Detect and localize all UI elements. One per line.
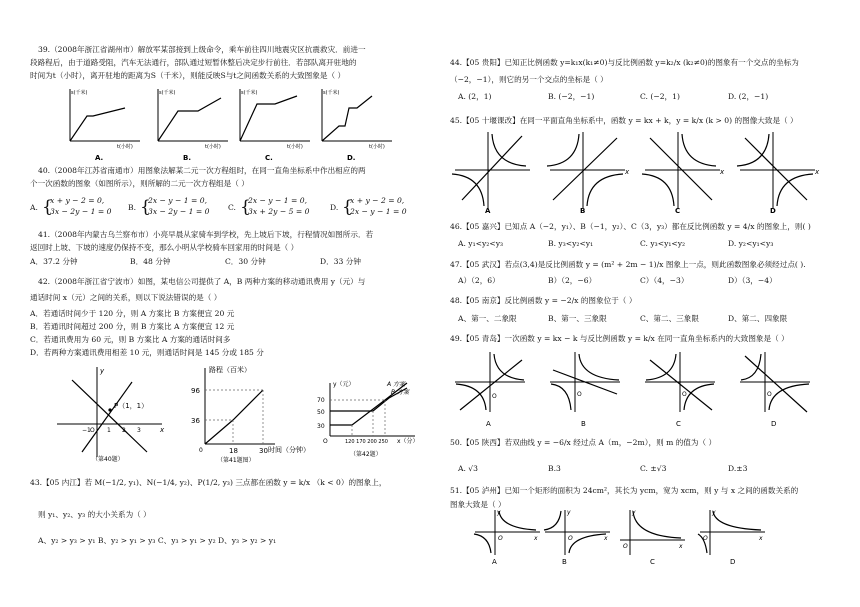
q45-opt-d: D <box>770 207 776 215</box>
q40-opt-c-eq2: 3x + 2y − 5 = 0 <box>248 207 310 216</box>
q39-opt-d: D. <box>347 154 356 162</box>
q49-c-o: O <box>682 391 687 398</box>
q50-opt-c: C. ±√3 <box>640 464 667 473</box>
q40-opt-b-label: B. <box>128 203 136 212</box>
fig41-y96: 96 <box>191 387 200 395</box>
q51-b-x: x <box>604 535 608 542</box>
q39-b-ylab: s(千米) <box>159 90 176 96</box>
q51-b-o: O <box>568 535 573 542</box>
q41-line2: 返回时上坡、下坡的速度仍保持不变，那么小明从学校骑车回家用的时间是（ ） <box>30 243 299 252</box>
q39-c-ylab: s(千米) <box>241 90 258 96</box>
q51-b-y: y <box>567 509 571 516</box>
fig40-t3: 3 <box>137 427 141 434</box>
q43-line2: 则 y₁、y₂、y₃ 的大小关系为（ ） <box>38 510 151 519</box>
q49-opt-d: D <box>771 420 777 428</box>
q51-c-x: x <box>679 543 683 550</box>
q39-graph-d <box>322 89 392 162</box>
q45-opt-c: C <box>675 207 681 215</box>
q39-graph-a <box>70 89 140 162</box>
q47-line: 47.【05 武汉】若点(3,4)是反比例函数 y = (m² + 2m − 1)/x 图象上一点，则此函数图象必须经过点( ). <box>450 260 806 269</box>
fig40 <box>52 362 172 462</box>
q51-a-y: y <box>497 509 501 516</box>
q45-b-x: x <box>625 168 630 176</box>
fig41-x18: 18 <box>229 447 238 455</box>
fig42-b: B 方案 <box>391 389 410 396</box>
q46-opt-c: C. y₃<y₁<y₂ <box>640 239 686 248</box>
q39-line1: 39.（2008年浙江省湖州市）解放军某部接到上级命令，乘车前往四川地震灾区抗震救灾．前进一 <box>38 45 366 54</box>
fig40-o: O <box>90 427 95 434</box>
q39-line3: 时间为t（小时），离开驻地的距离为S（千米），则能反映S与t之间函数关系的大致图象是（ ） <box>30 71 346 80</box>
q45-graph-c <box>642 132 725 215</box>
q46-opt-a: A. y₁<y₂<y₃ <box>458 239 504 248</box>
q42-opt-a: A．若通话时间少于 120 分，则 A 方案比 B 方案便宜 20 元 <box>30 309 235 318</box>
q39-opt-c: C. <box>265 154 273 162</box>
fig40-m1: −1 <box>82 427 91 434</box>
q51-graph-b <box>544 509 610 566</box>
q47-opt-b: B）（2，−6） <box>548 276 597 285</box>
q42-line2: 通话时间 x（元）之间的关系，则以下说法错误的是（ ） <box>30 293 222 302</box>
q49-graph-b <box>550 352 620 428</box>
q39-d-xlab: t(小时) <box>369 144 385 150</box>
q51-graphs <box>470 510 810 600</box>
q40-line1: 40.（2008年江苏省南通市）用图象法解某二元一次方程组时，在同一直角坐标系中作出相应的两 <box>38 166 366 175</box>
q51-c-o: O <box>623 543 628 550</box>
q42-line1: 42.（2008年浙江省宁波市）如图，某电信公司提供了 A，B 两种方案的移动通讯费用 y（元）与 <box>38 277 366 286</box>
q39-a-xlab: t(小时) <box>117 144 133 150</box>
q45-opt-b: B <box>580 207 586 215</box>
q49-graph-c <box>645 352 715 428</box>
q47-opt-c: C）（4，−3） <box>640 276 689 285</box>
q40-opt-b-eq2: 3x − 2y − 1 = 0 <box>148 207 210 216</box>
q41-opt-b: B．48 分钟 <box>130 257 171 266</box>
q51-c-y: y <box>632 509 636 516</box>
q39-graphs <box>65 86 395 166</box>
q40-opt-b-eq1: 2x − y − 1 = 0, <box>148 196 208 205</box>
fig42-ylab: y（元） <box>333 381 355 388</box>
q49-d-o: O <box>767 391 772 398</box>
fig42-xt: 120 170 200 250 <box>345 439 388 445</box>
q49-b-o: O <box>577 391 582 398</box>
q41-opt-d: D．33 分钟 <box>320 257 361 266</box>
q39-d-ylab: s(千米) <box>323 90 340 96</box>
fig42-y50: 50 <box>317 409 325 416</box>
fig41-cap: （第41题图） <box>217 457 255 464</box>
brace-icon: { <box>240 197 251 217</box>
fig41-ylab: 路程（百米） <box>209 366 251 374</box>
q46-line: 46.【05 嘉兴】已知点 A（−2，y₁）、B（−1，y₂）、C（3，y₃）都在反比例函数 y = 4/x 的图象上，则( ) <box>450 222 811 231</box>
q45-graphs <box>450 128 830 214</box>
q46-opt-b: B. y₃<y₂<y₁ <box>548 239 594 248</box>
q40-opt-d-label: D. <box>330 203 339 212</box>
fig42-xlab: x（分） <box>397 438 419 445</box>
q40-opt-c-label: C. <box>228 203 236 212</box>
fig42-y70: 70 <box>317 397 325 404</box>
q45-c-x: x <box>720 168 725 176</box>
q44-opt-b: B. (−2，−1) <box>548 92 595 101</box>
q45-line: 45.【05 十堰课改】在同一平面直角坐标系中，函数 y = kx + k，y = k/x (k > 0) 的图像大致是（ ） <box>450 116 798 125</box>
q39-graph-c <box>240 89 310 162</box>
q48-opt-b: B、第一、三象限 <box>548 314 607 323</box>
q48-line: 48.【05 南京】反比例函数 y = −2/x 的图象位于（ ） <box>450 296 637 305</box>
q41-opt-a: A．37.2 分钟 <box>30 257 78 266</box>
q45-d-x: x <box>815 168 820 176</box>
fig41-xlab: 时间（分钟） <box>268 446 310 454</box>
q48-opt-c: C、第二、三象限 <box>640 314 699 323</box>
fig41-path <box>205 390 263 444</box>
fig40-line2 <box>82 382 132 452</box>
brace-icon: { <box>342 197 353 217</box>
q51-graph-c <box>620 509 685 566</box>
q45-graph-b <box>547 132 630 215</box>
q51-line2: 图象大致是（ ） <box>450 500 506 509</box>
fig40-x: x <box>160 426 165 434</box>
q44-opt-c: C. (−2，1) <box>640 92 680 101</box>
q51-d-x: x <box>759 535 763 542</box>
q40-opt-d-eq2: 2x − y − 1 = 0 <box>350 207 407 216</box>
fig41 <box>175 362 310 464</box>
fig42 <box>315 378 425 462</box>
q40-options <box>30 196 425 222</box>
q46-opt-d: D. y₂<y₁<y₃ <box>728 239 774 248</box>
fig41-x30: 30 <box>259 447 268 455</box>
q49-opt-a: A <box>486 420 491 428</box>
brace-icon: { <box>42 197 53 217</box>
q51-a-x: x <box>534 535 538 542</box>
fig40-y: y <box>100 367 105 375</box>
brace-icon: { <box>140 197 151 217</box>
q47-opt-a: A）（2，6） <box>458 276 500 285</box>
q48-opt-a: A、第一、二象限 <box>458 314 517 323</box>
q43-options: A、y₂ > y₃ > y₁ B、y₂ > y₁ > y₃ C、y₃ > y₁ > y₂ D、y₃ > y₂ > y₁ <box>38 536 277 545</box>
q42-opt-c: C．若通讯费用为 60 元，则 B 方案比 A 方案的通话时间多 <box>30 335 231 344</box>
q40-opt-d-eq1: x + y − 2 = 0, <box>350 196 405 205</box>
right-column <box>450 0 830 607</box>
fig41-y36: 36 <box>191 417 200 425</box>
q44-opt-d: D. (2，−1) <box>728 92 769 101</box>
fig40-cap: （第40题） <box>92 456 124 463</box>
q44-line2: （−2，−1），则它的另一个交点的坐标是（ ） <box>450 75 608 84</box>
q39-opt-a: A. <box>95 154 104 162</box>
q51-opt-b: B <box>562 558 567 566</box>
q51-d-o: O <box>703 535 708 542</box>
q40-opt-a-eq1: x + y − 2 = 0, <box>50 196 105 205</box>
q50-opt-a: A. √3 <box>458 464 478 473</box>
fig42-y30: 30 <box>317 423 325 430</box>
fig40-t1: 1 <box>107 427 111 434</box>
fig40-t2: 2 <box>122 427 126 434</box>
q39-opt-b: B. <box>183 154 191 162</box>
q49-a-o: O <box>492 393 497 400</box>
q51-opt-a: A <box>492 558 497 566</box>
q50-opt-b: B.3 <box>548 464 561 473</box>
q40-opt-a-label: A. <box>30 203 38 212</box>
q40-opt-a-eq2: 3x − 2y − 1 = 0 <box>50 207 112 216</box>
q45-graph-d <box>737 132 820 215</box>
q51-graph-a <box>474 509 540 566</box>
q44-line1: 44.【05 贵阳】已知正比例函数 y=k₁x(k₁≠0)与反比例函数 y=k₂/x (k₂≠0)的图象有一个交点的坐标为 <box>450 58 799 67</box>
q40-opt-c-eq1: 2x − y − 1 = 0, <box>248 196 308 205</box>
q48-opt-d: D、第二、四象限 <box>728 314 788 323</box>
q51-line1: 51.【05 泸州】已知一个矩形的面积为 24cm²，其长为 ycm，宽为 xcm，则 y 与 x 之间的函数关系的 <box>450 486 799 495</box>
q39-c-xlab: t(小时) <box>287 144 303 150</box>
left-column <box>30 0 425 607</box>
q49-graph-a <box>455 352 525 428</box>
q41-line1: 41.（2008年内蒙古乌兰察布市）小亮早晨从家骑车到学校，先上坡后下坡，行程情况如图所示．若 <box>38 230 374 239</box>
q49-opt-c: C <box>676 420 681 428</box>
fig42-a: A 方案 <box>387 381 406 388</box>
q40-line2: 个一次函数的图象（如图所示），则所解的二元一次方程组是（ ） <box>30 179 249 188</box>
fig42-cap: （第42题） <box>350 451 382 458</box>
fig42-o: O <box>323 438 328 445</box>
q49-graph-d <box>740 352 810 428</box>
q42-opt-b: B．若通讯时间超过 200 分，则 B 方案比 A 方案便宜 12 元 <box>30 322 235 331</box>
q39-b-xlab: t(小时) <box>205 144 221 150</box>
q45-graph-a <box>452 132 530 215</box>
fig41-o: 0 <box>199 447 203 454</box>
q44-opt-a: A. (2，1) <box>458 92 492 101</box>
q39-line2: 段路程后，由于道路受阻，汽车无法通行，部队通过短暂休整后决定步行前往．若部队离开驻地的 <box>30 58 357 67</box>
q51-opt-c: C <box>650 558 655 566</box>
q51-a-o: O <box>498 535 503 542</box>
q42-opt-d: D．若两种方案通讯费用相差 10 元，则通话时间是 145 分或 185 分 <box>30 348 264 357</box>
q51-opt-d: D <box>730 558 736 566</box>
q47-opt-d: D）（3，−4） <box>728 276 777 285</box>
q51-graph-d <box>698 509 765 566</box>
q41-opt-c: C．30 分钟 <box>225 257 266 266</box>
q49-graphs <box>450 350 830 430</box>
q50-opt-d: D.±3 <box>728 464 748 473</box>
q43-line1: 43.【05 内江】若 M(−1/2, y₁)、N(−1/4, y₂)、P(1/2, y₃) 三点都在函数 y = k/x （k < 0）的图象上， <box>30 478 387 487</box>
fig40-line1 <box>72 380 147 452</box>
q39-a-ylab: s(千米) <box>71 90 88 96</box>
q39-graph-b <box>158 89 228 162</box>
q49-line: 49.【05 青岛】一次函数 y = kx − k 与反比例函数 y = k/x 在同一直角坐标系内的大致图象是（ ） <box>450 334 789 343</box>
q49-opt-b: B <box>581 420 586 428</box>
fig40-p: P（1，1） <box>114 402 149 410</box>
q45-opt-a: A <box>485 207 491 215</box>
q51-d-y: y <box>712 509 716 516</box>
q50-line: 50.【05 陕西】若双曲线 y = −6/x 经过点 A（m，−2m），则 m 的值为（ ） <box>450 438 717 447</box>
